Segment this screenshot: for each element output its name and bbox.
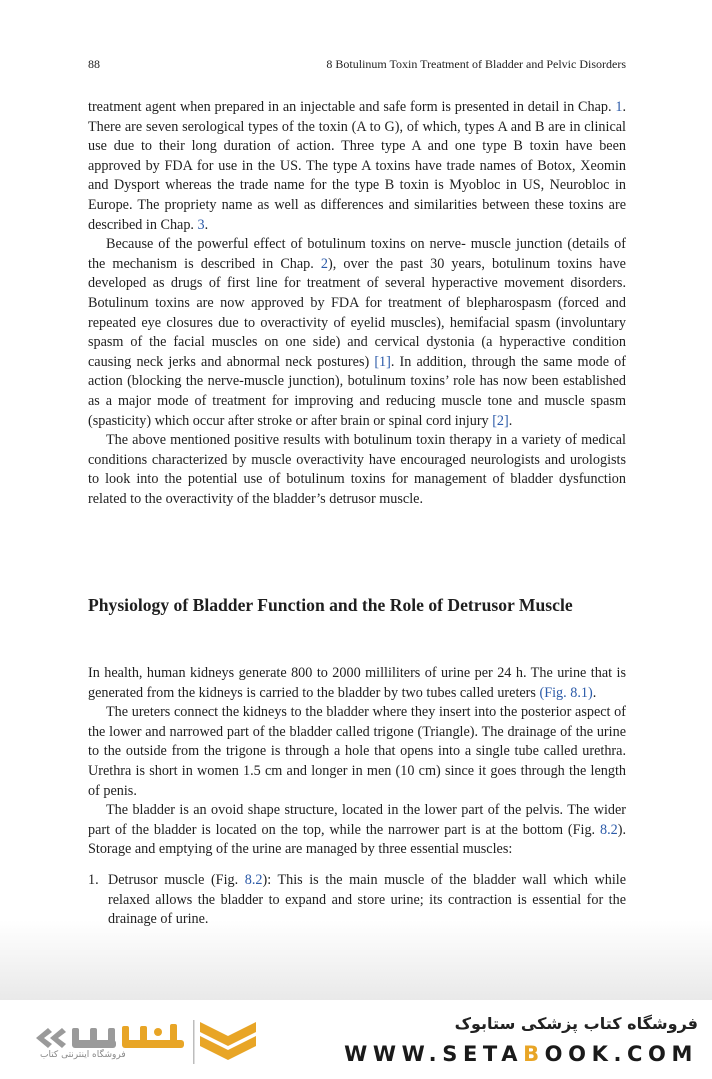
body-text xyxy=(88,98,626,509)
figure-link[interactable]: 8.2 xyxy=(599,821,618,838)
setabook-logo xyxy=(30,1014,280,1070)
chapter-link[interactable]: 1 xyxy=(615,99,623,115)
paragraph: The bladder is an ovoid shape structure, located in the lower part of the pelvis. The wider part of the bladder is located on the top, while the narrower part is at the bottom (Fig. 8.2). Storage and emptying of the urine are managed by three essential muscles: xyxy=(88,802,626,858)
brand-wordmark-icon xyxy=(36,1028,116,1048)
citation-link[interactable]: [2] xyxy=(492,412,509,429)
paragraph: The ureters connect the kidneys to the bladder where they insert into the posterior aspect of the lower and narrowed part of the bladder called trigone (Triangle). The drainage of the urine to the outside from the trigone is through a hole that opens into a single tube called urethra. Urethra is short in women 1.5 cm and longer in men (10 cm) since it goes through the length of penis. xyxy=(88,704,626,799)
store-title: فروشگاه کتاب پزشکی ستابوک xyxy=(454,1014,698,1033)
page-number: 88 xyxy=(88,57,100,71)
brand-accent-icon xyxy=(122,1024,184,1048)
store-banner xyxy=(0,1000,712,1079)
running-title: 8 Botulinum Toxin Treatment of Bladder and Pelvic Disorders xyxy=(326,57,626,71)
running-head xyxy=(88,57,626,72)
figure-link[interactable]: 8.2 xyxy=(244,871,263,888)
chapter-link[interactable]: 2 xyxy=(320,255,329,272)
section-body xyxy=(88,664,626,930)
chevron-logo-icon xyxy=(200,1022,256,1060)
store-url[interactable]: WWW.SETABOOK.COM xyxy=(344,1042,698,1066)
list-text: Detrusor muscle (Fig. 8.2): This is the main muscle of the bladder wall which while relaxed allows the bladder to expand and store urine; its contraction is essential for the drainage of urine. xyxy=(108,871,626,928)
citation-link[interactable]: [1] xyxy=(374,353,391,370)
figure-link[interactable]: (Fig. 8.1) xyxy=(539,684,593,701)
section-heading: Physiology of Bladder Function and the Role of Detrusor Muscle xyxy=(88,595,573,615)
paragraph: Because of the powerful effect of botulinum toxins on nerve- muscle junction (details of the mechanism is described in Chap. 2), over the past 30 years, botulinum toxins have developed as drugs of first line for treatment of several hyperactive movement disorders. Botulinum toxins are now approved by FDA for treatment of blepharospasm (forced and repeated eye closures due to overactivity of eyelid muscles), hemifacial spasm (involuntary spasm of the facial muscles on one side) and cervical dystonia (a hyperactive condition causing neck jerks and abnormal neck postures) [1]. In addition, through the same mode of action (blocking the nerve-muscle junction), botulinum toxins’ role has now been established as a major mode of treatment for improving and reducing muscle tone and muscle spasm (spasticity) which occur after stroke or after brain or spinal cord injury [2]. xyxy=(88,236,626,429)
paragraph: The above mentioned positive results with botulinum toxin therapy in a variety of medical conditions characterized by muscle overactivity have encouraged neurologists and urologists to look into the potential use of botulinum toxins for management of bladder dysfunction related to the overactivity of the bladder’s detrusor muscle. xyxy=(88,432,626,507)
paragraph: In health, human kidneys generate 800 to 2000 milliliters of urine per 24 h. The urine that is generated from the kidneys is carried to the bladder by two tubes called ureters (Fig. 8.1). xyxy=(88,665,626,701)
chapter-link[interactable]: 3 xyxy=(197,216,205,233)
paragraph: treatment agent when prepared in an injectable and safe form is presented in detail in Chap. 1. There are seven serological types of the toxin (A to G), of which, types A and B are in clinical use due to their long duration of action. Three type A and one type B toxin have been approved by FDA for use in the US. The type A toxins have trade names of Botox, Xeomin and Dysport whereas the trade name for the type B toxin is Myobloc in US, Neurobloc in Europe. The propriety name as well as differences and similarities between these toxins are described in Chap. 3. xyxy=(88,99,626,233)
logo-caption: فروشگاه اینترنتی کتاب xyxy=(40,1050,126,1060)
list-number: 1. xyxy=(88,871,99,888)
muscle-list xyxy=(88,871,626,930)
list-item xyxy=(88,871,626,930)
